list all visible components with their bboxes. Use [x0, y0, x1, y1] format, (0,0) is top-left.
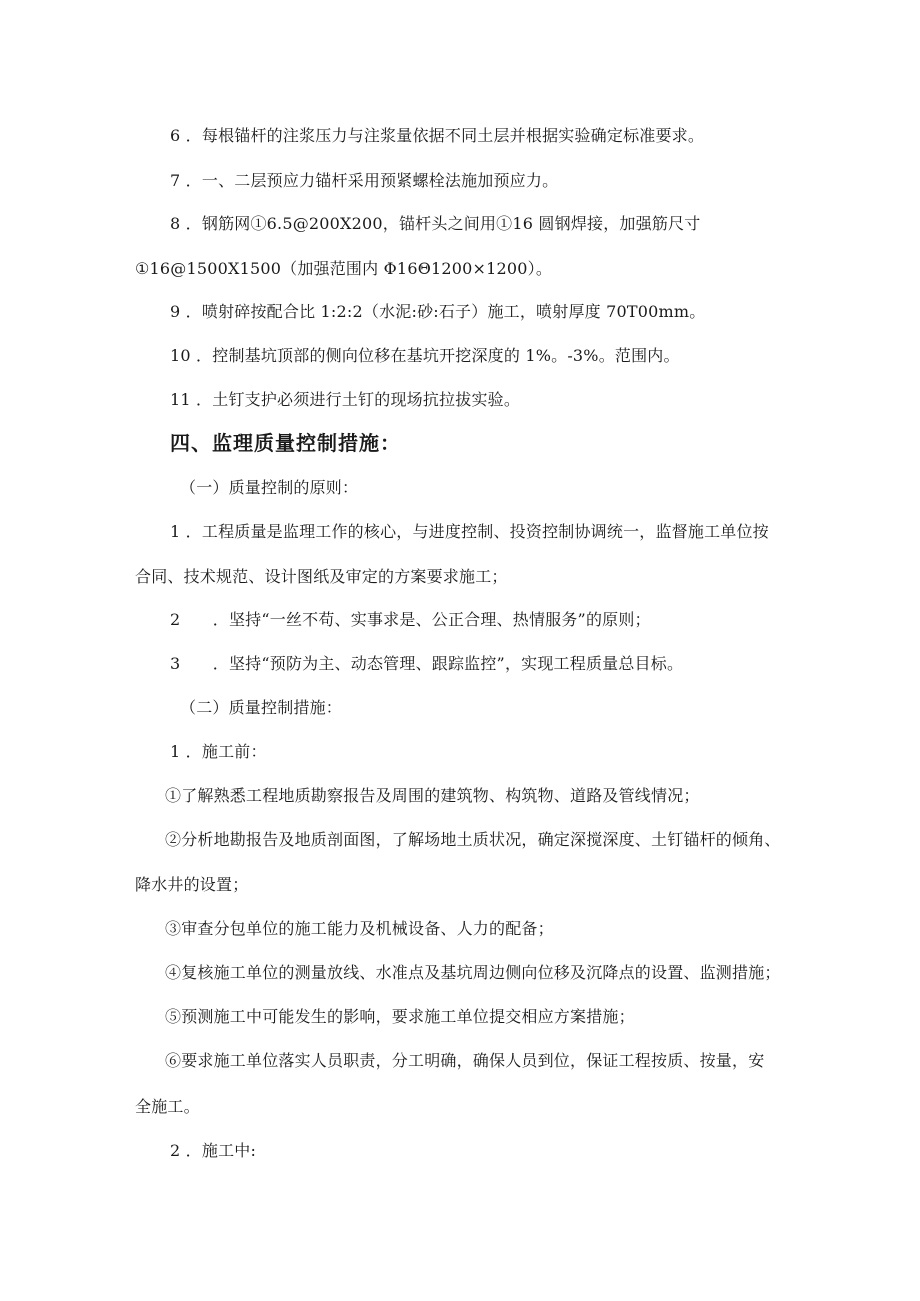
- before-item-5: ⑤预测施工中可能发生的影响，要求施工单位提交相应方案措施；: [165, 1007, 635, 1026]
- before-item-2: ②分析地勘报告及地质剖面图，了解场地土质状况，确定深搅深度、土钉锚杆的倾角、: [165, 830, 781, 849]
- principle-3: 3 ．坚持“预防为主、动态管理、跟踪监控”，实现工程质量总目标。: [170, 654, 684, 673]
- item-10: 10 ．控制基坑顶部的侧向位移在基坑开挖深度的 1%。-3%。范围内。: [170, 346, 680, 365]
- principle-1: 1 ．工程质量是监理工作的核心，与进度控制、投资控制协调统一，监督施工单位按: [170, 522, 769, 541]
- before-item-1: ①了解熟悉工程地质勘察报告及周围的建筑物、构筑物、道路及管线情况；: [165, 786, 700, 805]
- item-8: 8 ．钢筋网①6.5@200X200，锚杆头之间用①16 圆钢焊接，加强筋尺寸: [170, 214, 701, 233]
- before-item-4: ④复核施工单位的测量放线、水准点及基坑周边侧向位移及沉降点的设置、监测措施；: [165, 963, 781, 982]
- subsection-measures-title: （二）质量控制措施：: [180, 698, 343, 717]
- before-construction-title: 1 ．施工前：: [170, 742, 267, 761]
- during-construction-title: 2 ．施工中:: [170, 1141, 257, 1160]
- item-9: 9 ．喷射碎按配合比 1:2:2（水泥:砂:石子）施工，喷射厚度 70T00mm。: [170, 302, 706, 321]
- subsection-principles-title: （一）质量控制的原则：: [180, 478, 359, 497]
- before-item-6: ⑥要求施工单位落实人员职责，分工明确，确保人员到位，保证工程按质、按量，安: [165, 1051, 765, 1070]
- item-7: 7 ．一、二层预应力锚杆采用预紧螺栓法施加预应力。: [170, 171, 559, 190]
- principle-1-continued: 合同、技术规范、设计图纸及审定的方案要求施工；: [135, 567, 508, 586]
- item-6: 6 ．每根锚杆的注浆压力与注浆量依据不同土层并根据实验确定标准要求。: [170, 126, 705, 145]
- before-item-2-continued: 降水井的设置；: [135, 875, 249, 894]
- item-11: 11 ．土钉支护必须进行土钉的现场抗拉拔实验。: [170, 390, 521, 409]
- before-item-3: ③审查分包单位的施工能力及机械设备、人力的配备；: [165, 919, 554, 938]
- item-8-continued: ①16@1500X1500（加强范围内 Φ16Θ1200×1200）。: [135, 259, 553, 278]
- section-heading: 四、监理质量控制措施：: [170, 431, 401, 455]
- before-item-6-continued: 全施工。: [135, 1097, 200, 1116]
- principle-2: 2 ．坚持“一丝不苟、实事求是、公正合理、热情服务”的原则；: [170, 610, 651, 629]
